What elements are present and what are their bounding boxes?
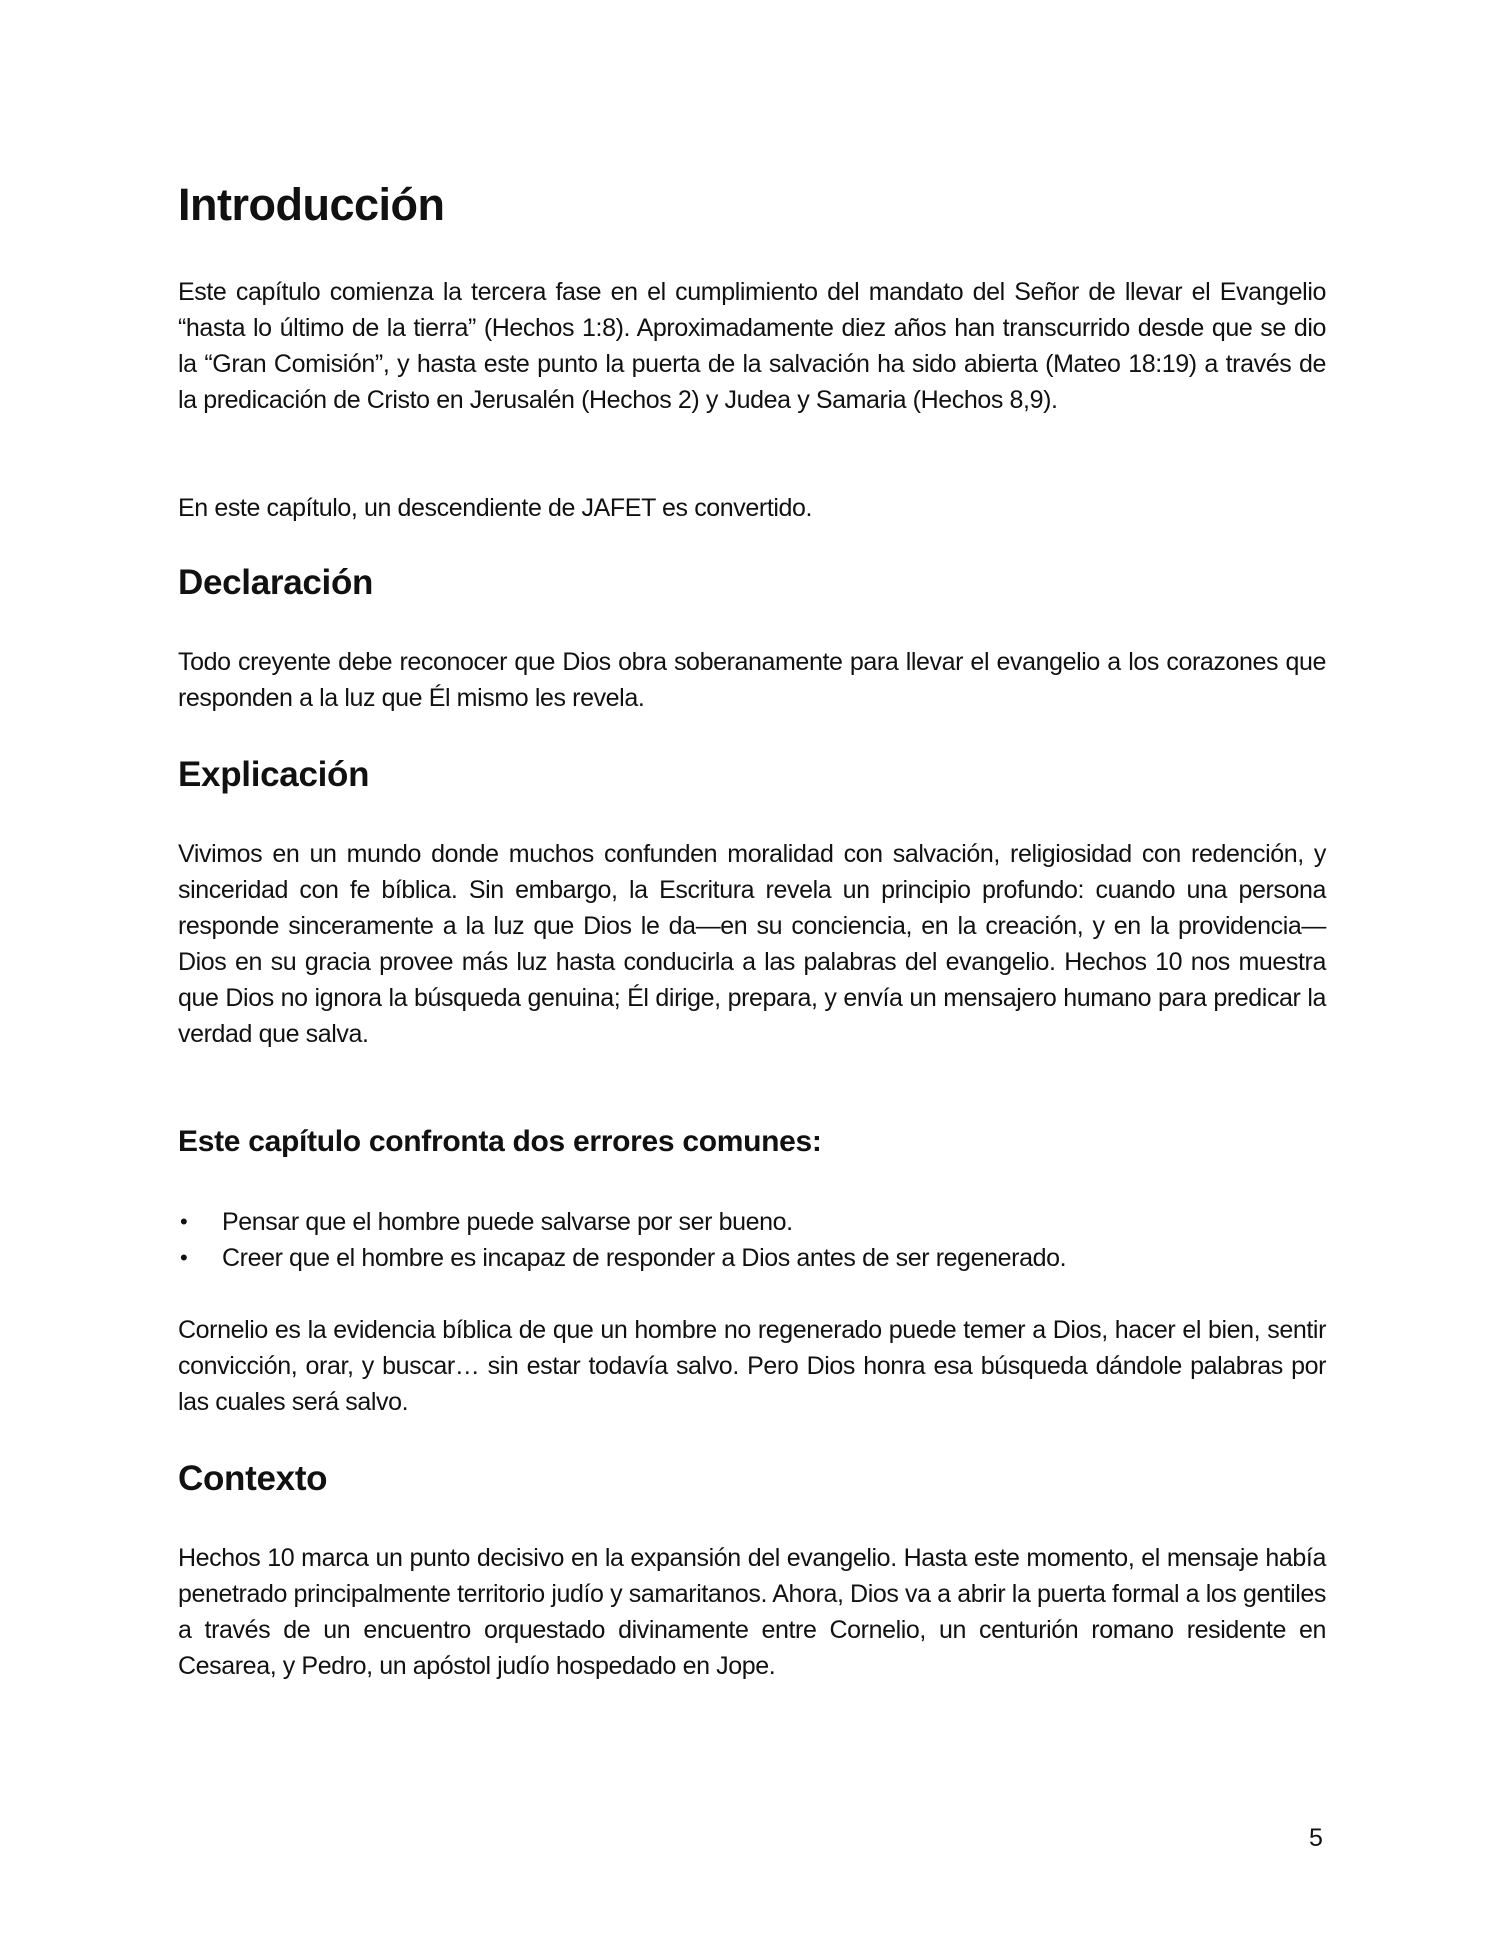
heading-explicacion: Explicación	[178, 755, 370, 794]
list-item	[178, 1240, 1326, 1276]
declaration-paragraph: Todo creyente debe reconocer que Dios obra soberanamente para llevar el evangelio a los corazones que responden a la luz que Él mismo les revela.	[178, 648, 1326, 712]
errors-list	[178, 1204, 1326, 1276]
intro-paragraph-1: Este capítulo comienza la tercera fase en el cumplimiento del mandato del Señor de llevar el Evangelio “hasta lo último de la tierra” (Hechos 1:8). Aproximadamente diez años han transcurrido desde que se dio la “Gran Comisión”, y hasta este punto la puerta de la salvación ha sido abierta (Mateo 18:19) a través de la predicación de Cristo en Jerusalén (Hechos 2) y Judea y Samaria (Hechos 8,9).	[178, 278, 1326, 414]
page-number: 5	[1309, 1824, 1323, 1852]
list-item-text: Pensar que el hombre puede salvarse por ser bueno.	[222, 1208, 793, 1236]
heading-introduccion: Introducción	[178, 179, 445, 230]
intro-paragraph-2: En este capítulo, un descendiente de JAFET es convertido.	[178, 494, 813, 522]
subheading-errores-comunes: Este capítulo confronta dos errores comunes:	[178, 1125, 822, 1158]
context-paragraph: Hechos 10 marca un punto decisivo en la expansión del evangelio. Hasta este momento, el mensaje había penetrado principalmente territorio judío y samaritanos. Ahora, Dios va a abrir la puerta formal a los gentiles a través de un encuentro orquestado divinamente entre Cornelio, un centurión romano residente en Cesarea, y Pedro, un apóstol judío hospedado en Jope.	[178, 1544, 1326, 1680]
bullet-icon: •	[180, 1245, 188, 1270]
bullet-icon: •	[180, 1209, 188, 1234]
heading-contexto: Contexto	[178, 1459, 328, 1498]
explanation-paragraph: Vivimos en un mundo donde muchos confunden moralidad con salvación, religiosidad con redención, y sinceridad con fe bíblica. Sin embargo, la Escritura revela un principio profundo: cuando una persona responde sinceramente a la luz que Dios le da—en su conciencia, en la creación, y en la providencia—Dios en su gracia provee más luz hasta conducirla a las palabras del evangelio. Hechos 10 nos muestra que Dios no ignora la búsqueda genuina; Él dirige, prepara, y envía un mensajero humano para predicar la verdad que salva.	[178, 840, 1326, 1048]
list-item-text: Creer que el hombre es incapaz de responder a Dios antes de ser regenerado.	[222, 1244, 1067, 1272]
list-item	[178, 1204, 1326, 1240]
explanation-closing-paragraph: Cornelio es la evidencia bíblica de que un hombre no regenerado puede temer a Dios, hacer el bien, sentir convicción, orar, y buscar… sin estar todavía salvo. Pero Dios honra esa búsqueda dándole palabras por las cuales será salvo.	[178, 1316, 1326, 1416]
heading-declaracion: Declaración	[178, 563, 374, 602]
